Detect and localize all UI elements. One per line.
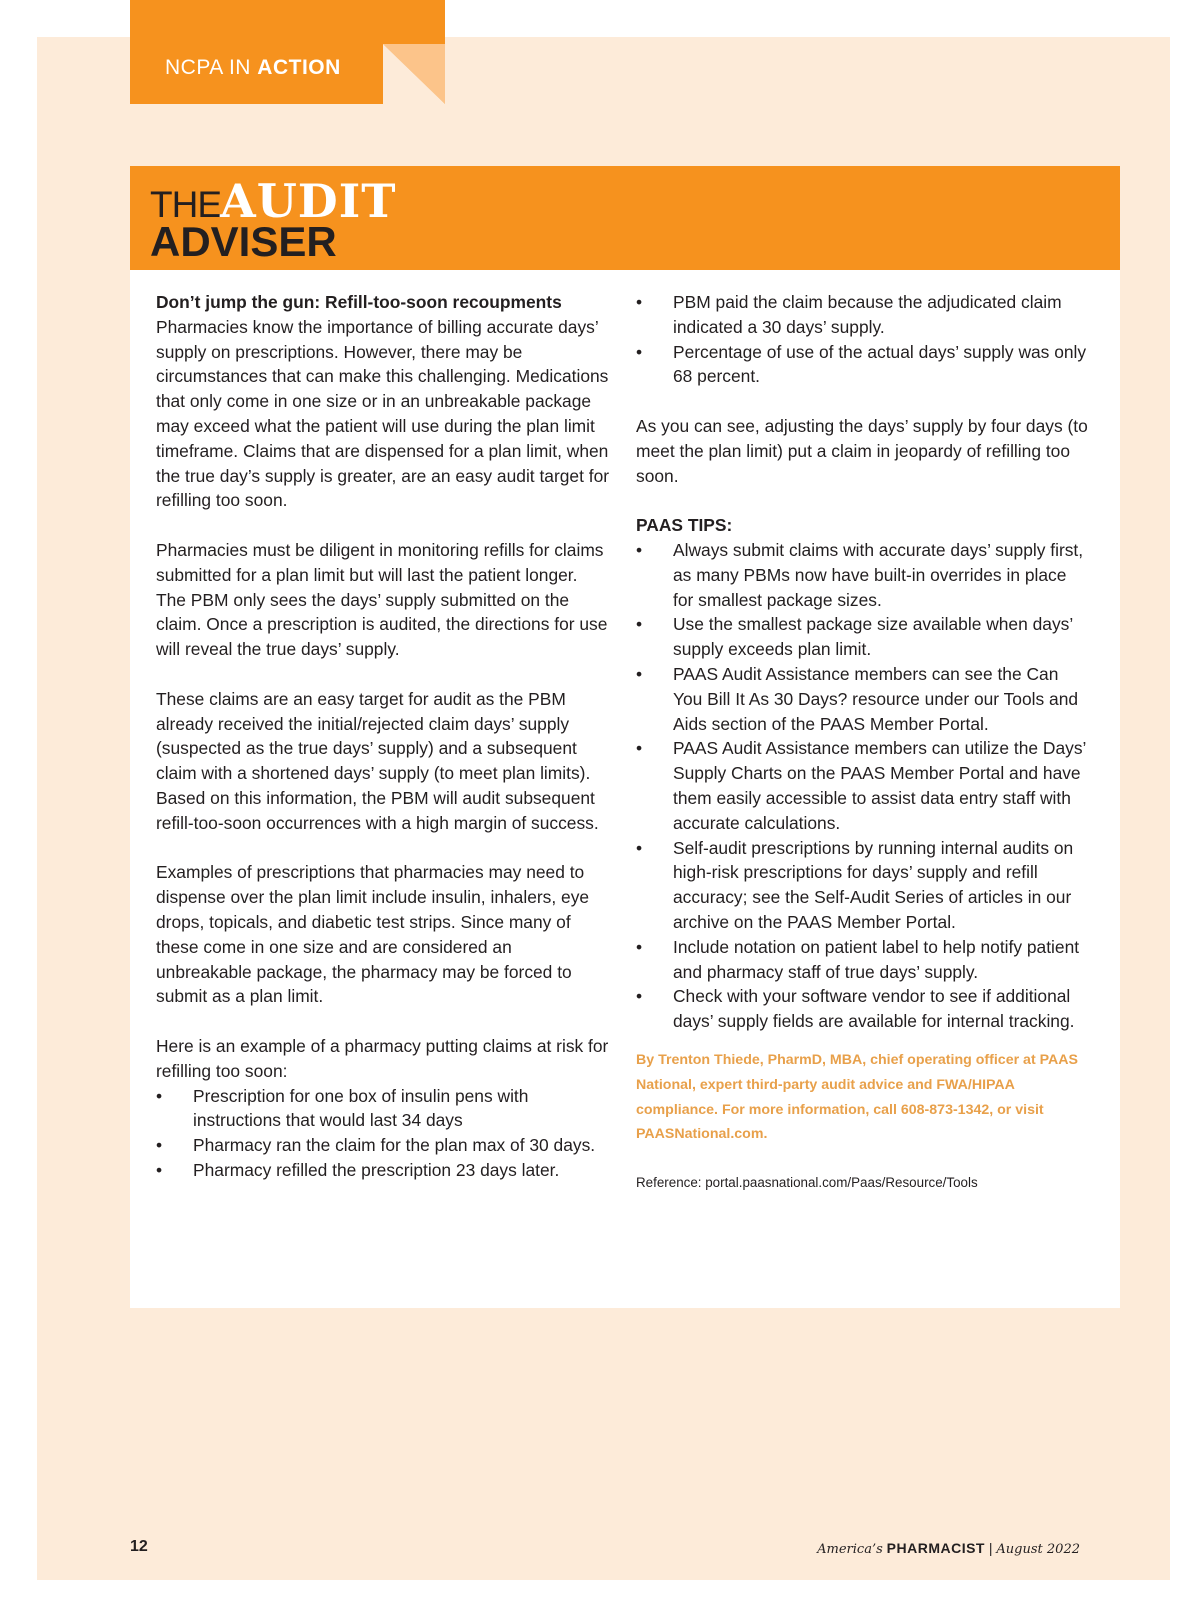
bullet-icon: • — [636, 986, 643, 1007]
tips-heading: PAAS TIPS: — [636, 515, 733, 536]
bullet-icon: • — [636, 341, 643, 362]
bullet-icon: • — [636, 837, 643, 858]
list-item-text: PBM paid the claim because the adjudicated claim indicated a 30 days’ supply. — [673, 292, 1062, 337]
list-item — [636, 612, 1091, 662]
list-item-text: Include notation on patient label to help notify patient and pharmacy staff of true days’ supply. — [673, 936, 1080, 982]
list-item — [636, 538, 1091, 612]
list-item-text: Pharmacy ran the claim for the plan max of 30 days. — [193, 1135, 596, 1156]
list-item — [156, 1158, 611, 1183]
paragraph: Here is an example of a pharmacy putting claims at risk for refilling too soon: — [156, 1035, 609, 1081]
article-card — [130, 166, 1120, 1308]
article-heading: Don’t jump the gun: Refill-too-soon recoupments — [156, 292, 562, 312]
title-banner — [130, 166, 1120, 270]
bullet-icon: • — [636, 663, 643, 684]
example-list — [156, 1084, 611, 1183]
bullet-icon: • — [156, 1159, 163, 1180]
page-number: 12 — [130, 1538, 148, 1555]
list-item — [636, 736, 1091, 835]
paragraph: Examples of prescriptions that pharmacies may need to dispense over the plan limit include insulin, inhalers, eye drops, topicals, and diabetic test strips. Since many of these come in one size and are considered an unbreakable package, the pharmacy may be forced to submit as a plan limit. — [156, 862, 590, 1007]
tips-list — [636, 538, 1091, 1034]
publication-footer — [817, 1540, 1080, 1557]
list-item-text: Use the smallest package size available when days’ supply exceeds plan limit. — [673, 614, 1073, 660]
list-item-text: Prescription for one box of insulin pens with instructions that would last 34 days — [193, 1085, 529, 1131]
bullet-icon: • — [636, 738, 643, 759]
title-audit: AUDIT — [220, 174, 397, 228]
paragraph: Pharmacies must be diligent in monitoring refills for claims submitted for a plan limit but will last the patient longer. The PBM only sees the days’ supply submitted on the claim. Once a prescription is audited, the directions for use will reveal the true days’ supply. — [156, 539, 608, 660]
list-item-text: Always submit claims with accurate days’ supply first, as many PBMs now have built-in overrides in place for smallest package sizes. — [673, 539, 1084, 610]
bullet-icon: • — [636, 614, 643, 635]
list-item-text: PAAS Audit Assistance members can utilize the Days’ Supply Charts on the PAAS Member Portal and have them easily accessible to assist data entry staff with accurate calculations. — [673, 738, 1086, 833]
paragraph: These claims are an easy target for audit as the PBM already received the initial/rejected claim days’ supply (suspected as the true days’ supply) and a subsequent claim with a shortened days’ supply (to meet plan limits). Based on this information, the PBM will audit subsequent refill-too-soon occurrences with a high margin of success. — [156, 688, 599, 833]
section-label-prefix: NCPA IN — [165, 56, 258, 79]
footer-issue: August 2022 — [996, 1542, 1080, 1557]
author-byline: By Trenton Thiede, PharmD, MBA, chief operating officer at PAAS National, expert third-party audit advice and FWA/HIPAA compliance. For more information, call 608-873-1342, or visit PAASNational.com. — [636, 1051, 1078, 1143]
footer-separator: | — [988, 1540, 993, 1556]
example-list-continued — [636, 290, 1091, 389]
list-item — [636, 662, 1091, 736]
list-item-text: Pharmacy refilled the prescription 23 days later. — [193, 1159, 560, 1180]
bullet-icon: • — [636, 539, 643, 560]
list-item — [636, 935, 1091, 985]
list-item-text: PAAS Audit Assistance members can see the Can You Bill It As 30 Days? resource under our Tools and Aids section of the PAAS Member Portal. — [673, 663, 1079, 734]
list-item — [636, 984, 1091, 1034]
list-item — [156, 1084, 611, 1134]
tab-fold-shadow — [383, 44, 445, 104]
left-column — [156, 290, 611, 1183]
list-item — [636, 340, 1091, 390]
bullet-icon: • — [156, 1085, 163, 1106]
bullet-icon: • — [636, 292, 643, 312]
list-item — [636, 836, 1091, 935]
list-item — [636, 290, 1091, 340]
list-item-text: Check with your software vendor to see if additional days’ supply fields are available for internal tracking. — [673, 986, 1075, 1032]
title-adviser: ADVISER — [150, 218, 337, 265]
footer-publication: PHARMACIST — [886, 1540, 985, 1556]
section-label — [165, 56, 341, 80]
list-item — [156, 1133, 611, 1158]
paragraph: As you can see, adjusting the days’ supply by four days (to meet the plan limit) put a claim in jeopardy of refilling too soon. — [636, 415, 1088, 486]
title-the: THE — [150, 184, 221, 225]
bullet-icon: • — [156, 1135, 163, 1156]
paragraph: Pharmacies know the importance of billing accurate days’ supply on prescriptions. However, there may be circumstances that can make this challenging. Medications that only come in one size or in an unbreakable package may exceed what the patient will use during the plan limit timeframe. Claims that are dispensed for a plan limit, when the true day’s supply is greater, are an easy audit target for refilling too soon. — [156, 316, 610, 511]
list-item-text: Percentage of use of the actual days’ supply was only 68 percent. — [673, 341, 1087, 387]
list-item-text: Self-audit prescriptions by running internal audits on high-risk prescriptions for days’ supply and refill accuracy; see the Self-Audit Series of articles in our archive on the PAAS Member Portal. — [673, 837, 1074, 932]
reference-line: Reference: portal.paasnational.com/Paas/Resource/Tools — [636, 1175, 978, 1191]
right-column — [636, 290, 1091, 1196]
section-label-bold: ACTION — [257, 56, 341, 79]
footer-americas: America’s — [817, 1542, 883, 1557]
bullet-icon: • — [636, 936, 643, 957]
